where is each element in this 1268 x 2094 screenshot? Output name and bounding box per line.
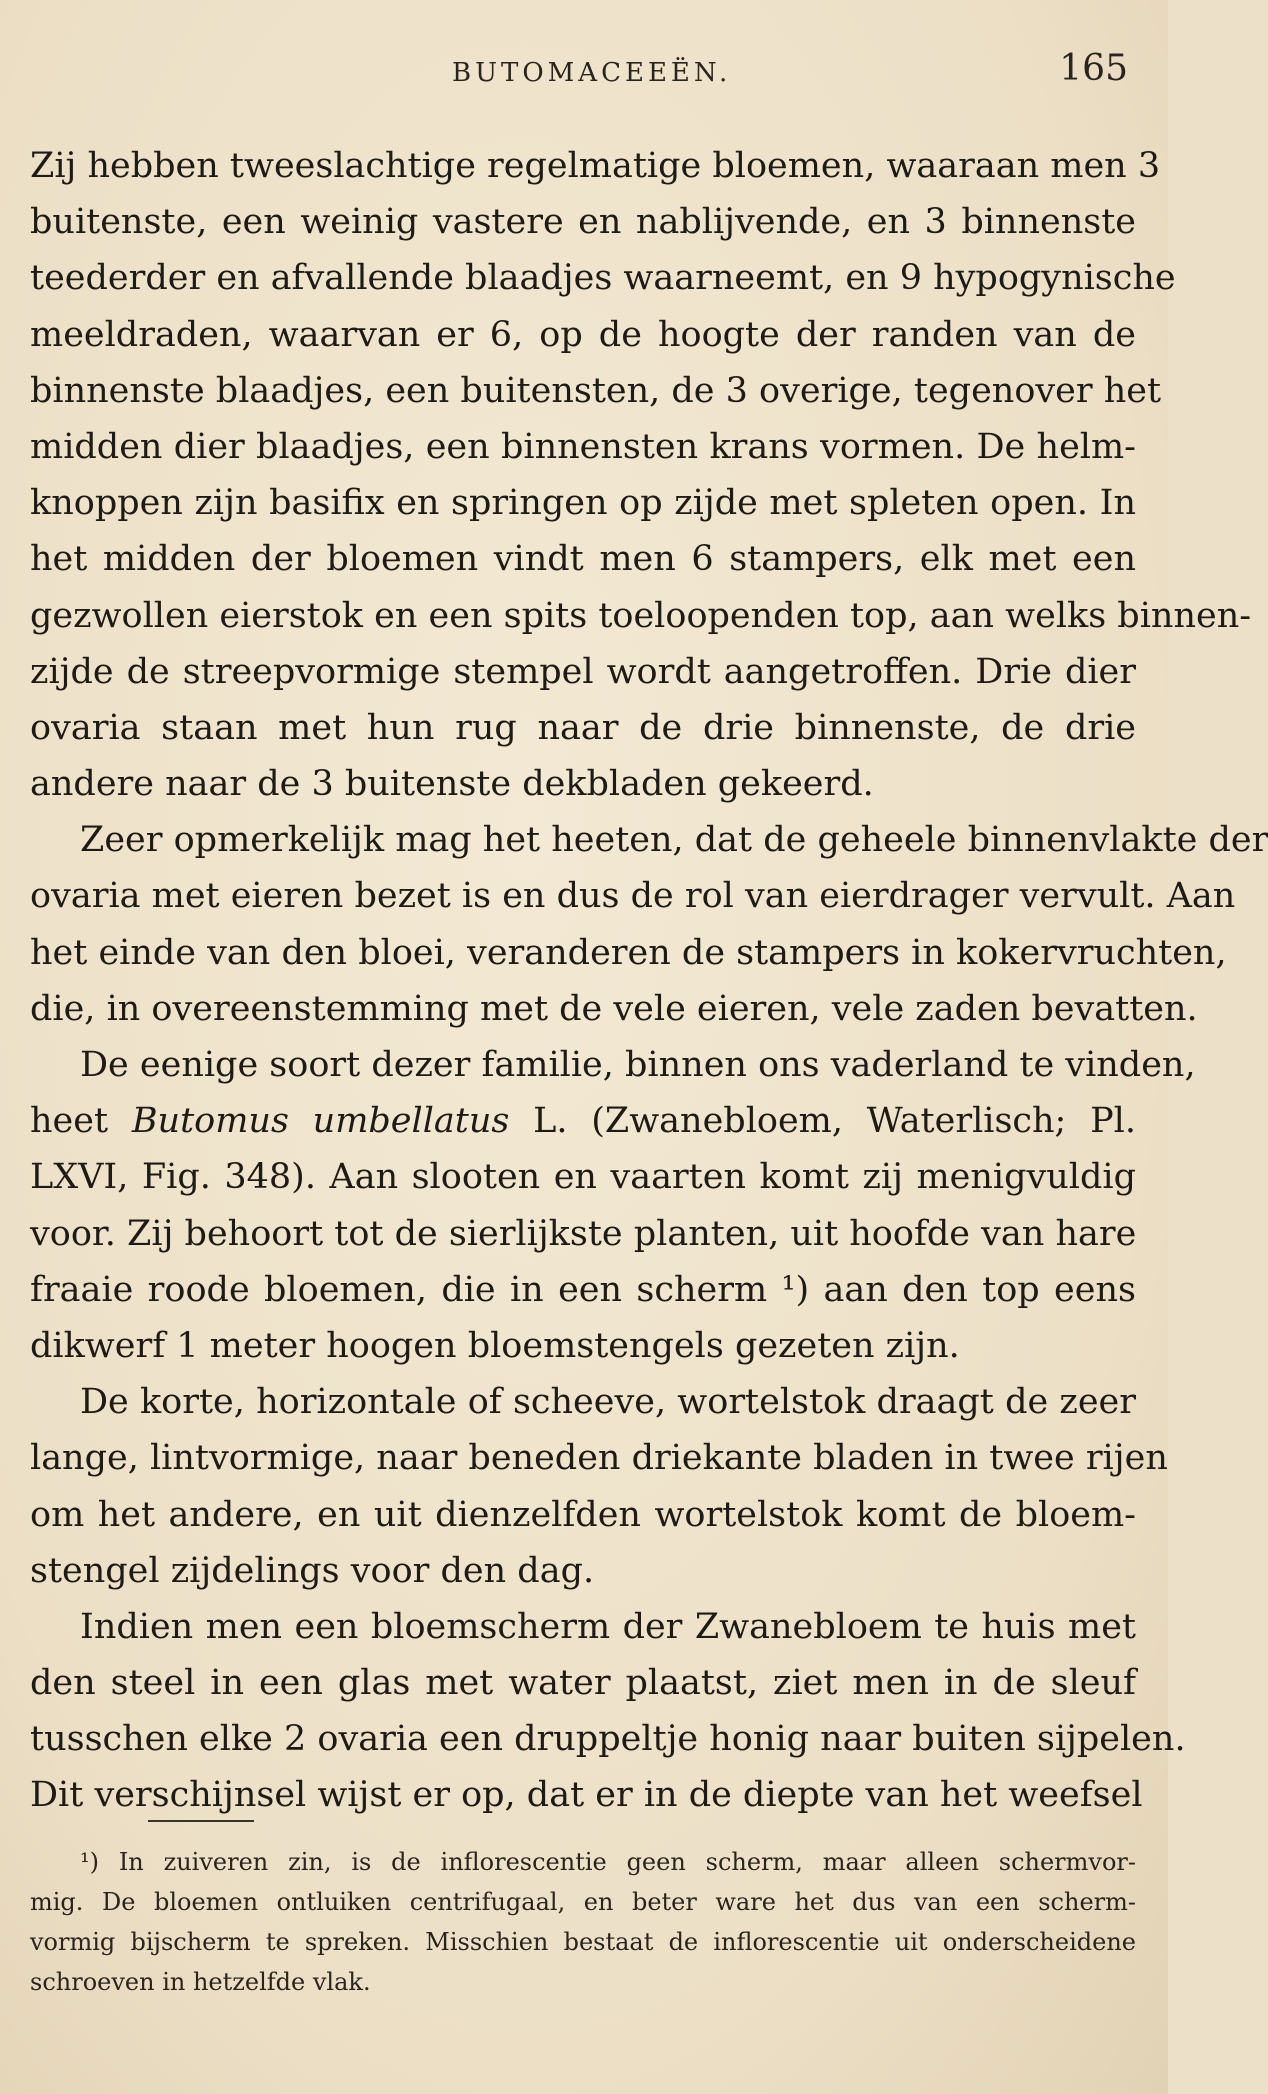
text-segment: heet	[30, 1101, 132, 1142]
text-line: teederder en afvallende blaadjes waarneemt, en 9 hypogynische	[30, 258, 1176, 299]
text-line: fraaie roode bloemen, die in een scherm ¹) aan den top eens	[30, 1269, 1136, 1310]
footnote	[30, 1842, 1136, 2002]
text-line: Indien men een bloemscherm der Zwanebloem te huis met	[80, 1606, 1136, 1647]
text-line: andere naar de 3 buitenste dekbladen gekeerd.	[30, 764, 874, 805]
body-text	[30, 138, 1268, 1824]
text-line: lange, lintvormige, naar beneden driekante bladen in twee rijen	[30, 1438, 1168, 1479]
text-line: dikwerf 1 meter hoogen bloemstengels gezeten zijn.	[30, 1325, 960, 1366]
text-line: De korte, horizontale of scheeve, wortelstok draagt de zeer	[80, 1382, 1136, 1423]
footnote-line: ¹) In zuiveren zin, is de inflorescentie geen scherm, maar alleen schermvor-	[80, 1848, 1136, 1876]
text-line: ovaria met eieren bezet is en dus de rol van eierdrager vervult. Aan	[30, 876, 1236, 917]
text-line: binnenste blaadjes, een buitensten, de 3 overige, tegenover het	[30, 370, 1162, 411]
footnote-line: vormig bijscherm te spreken. Misschien bestaat de inflorescentie uit onderscheidene	[30, 1928, 1136, 1956]
text-line: gezwollen eierstok en een spits toeloopenden top, aan welks binnen-	[30, 595, 1252, 636]
text-line: zijde de streepvormige stempel wordt aangetroffen. Drie dier	[30, 651, 1136, 692]
text-line: die, in overeenstemming met de vele eieren, vele zaden bevatten.	[30, 988, 1198, 1029]
footnote-divider	[148, 1820, 254, 1822]
footnote-line: schroeven in hetzelfde vlak.	[30, 1968, 371, 1996]
text-line: het midden der bloemen vindt men 6 stampers, elk met een	[30, 539, 1136, 580]
text-line: Zij hebben tweeslachtige regelmatige bloemen, waaraan men 3	[30, 146, 1161, 186]
text-line-with-species-name	[30, 1093, 1136, 1149]
species-name: Butomus umbellatus	[131, 1101, 510, 1142]
running-title: BUTOMACEEËN.	[452, 58, 732, 88]
footnote-line: mig. De bloemen ontluiken centrifugaal, en beter ware het dus van een scherm-	[30, 1888, 1136, 1916]
text-line: om het andere, en uit dienzelfden wortelstok komt de bloem-	[30, 1494, 1136, 1535]
text-line: knoppen zijn basifix en springen op zijde met spleten open. In	[30, 483, 1136, 524]
text-line: Zeer opmerkelijk mag het heeten, dat de geheele binnenvlakte der	[80, 820, 1268, 861]
page-number: 165	[1059, 48, 1128, 89]
text-line: tusschen elke 2 ovaria een druppeltje honig naar buiten sijpelen.	[30, 1719, 1186, 1760]
text-line: het einde van den bloei, veranderen de stampers in kokervruchten,	[30, 932, 1227, 973]
text-line: De eenige soort dezer familie, binnen ons vaderland te vinden,	[80, 1045, 1196, 1085]
text-line: LXVI, Fig. 348). Aan slooten en vaarten komt zij menigvuldig	[30, 1157, 1136, 1198]
text-line: meeldraden, waarvan er 6, op de hoogte der randen van de	[30, 314, 1136, 355]
text-line: buitenste, een weinig vastere en nablijvende, en 3 binnenste	[30, 202, 1136, 243]
text-line: ovaria staan met hun rug naar de drie binnenste, de drie	[30, 707, 1136, 748]
text-line: Dit verschijnsel wijst er op, dat er in de diepte van het weefsel	[30, 1775, 1143, 1816]
text-line: stengel zijdelings voor den dag.	[30, 1550, 595, 1591]
text-line: den steel in een glas met water plaatst, ziet men in de sleuf	[30, 1663, 1136, 1704]
text-segment: L. (Zwanebloem, Waterlisch; Pl.	[509, 1101, 1136, 1142]
text-line: midden dier blaadjes, een binnensten krans vormen. De helm-	[30, 426, 1136, 467]
text-line: voor. Zij behoort tot de sierlijkste planten, uit hoofde van hare	[30, 1213, 1137, 1254]
